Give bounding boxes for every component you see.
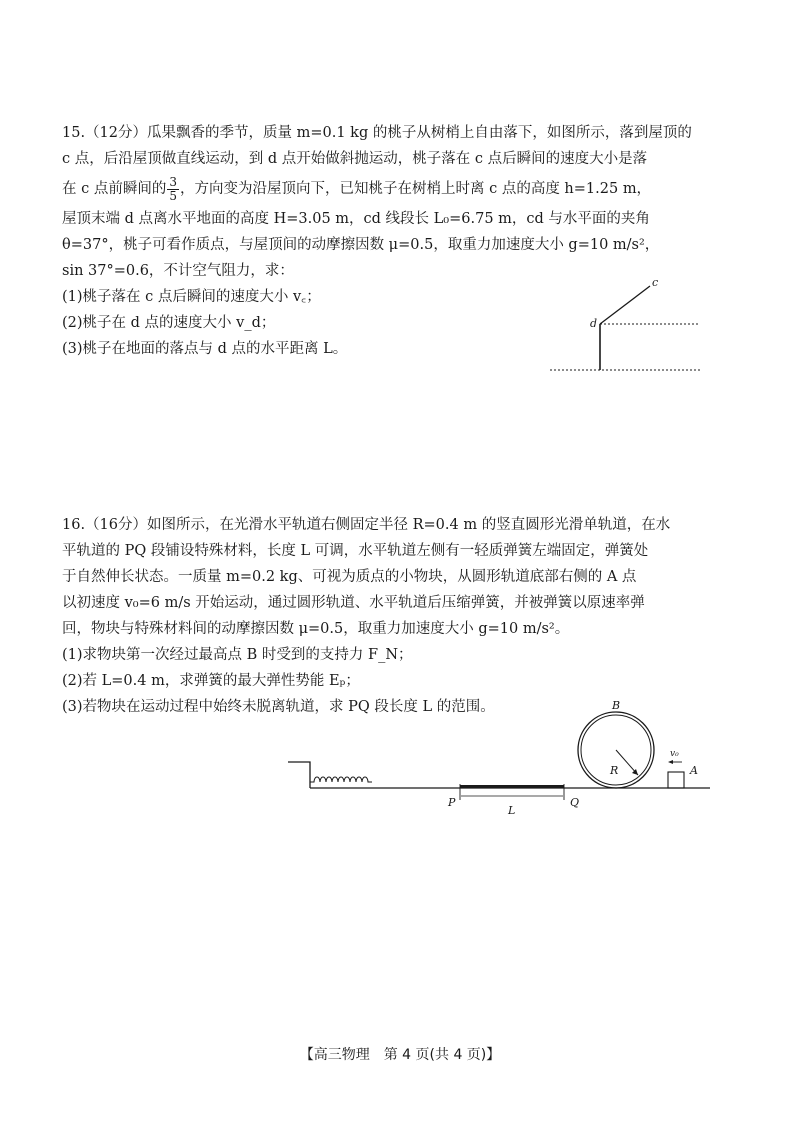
problem-15-question-3: (3)桃子在地面的落点与 d 点的水平距离 L。 (62, 341, 348, 357)
page-footer: 【高三物理 第 4 页(共 4 页)】 (299, 1047, 501, 1063)
label-l: L (508, 804, 516, 817)
fraction-three-fifths (167, 176, 179, 203)
label-p: P (448, 796, 456, 809)
problem-16 (62, 512, 722, 720)
problem-15-question-1: (1)桃子落在 c 点后瞬间的速度大小 v꜀； (62, 289, 321, 305)
pq-segment (460, 785, 564, 788)
problem-15-line-4: 屋顶末端 d 点离水平地面的高度 H=3.05 m，cd 线段长 L₀=6.75 m，cd 与水平面的夹角 (62, 211, 650, 227)
label-b: B (612, 700, 621, 712)
velocity-arrowhead (668, 760, 673, 764)
fraction-numerator: 3 (169, 174, 177, 189)
label-c: c (652, 276, 659, 289)
label-a: A (690, 764, 698, 777)
fraction-denominator: 5 (169, 188, 177, 203)
label-v0: v₀ (670, 749, 679, 759)
track-diagram (280, 700, 720, 830)
problem-15-line-2: c 点，后沿屋顶做直线运动，到 d 点开始做斜抛运动，桃子落在 c 点后瞬间的速度大小是落 (62, 151, 648, 167)
label-r: R (610, 764, 619, 777)
problem-16-line-3: 于自然伸长状态。一质量 m=0.2 kg、可视为质点的小物块，从圆形轨道底部右侧的 A 点 (62, 569, 637, 585)
problem-15-line-6: sin 37°=0.6，不计空气阻力，求： (62, 263, 294, 279)
spring-coils (310, 777, 372, 782)
problem-15-line-1: 15.（12分）瓜果飘香的季节，质量 m=0.1 kg 的桃子从树梢上自由落下，如图所示，落到屋顶的 (62, 125, 692, 141)
problem-16-line-5: 回，物块与特殊材料间的动摩擦因数 μ=0.5，取重力加速度大小 g=10 m/s²。 (62, 621, 570, 637)
problem-15-line-3-end: ，方向变为沿屋顶向下，已知桃子在树梢上时离 c 点的高度 h=1.25 m， (179, 181, 652, 197)
problem-16-line-4: 以初速度 v₀=6 m/s 开始运动，通过圆形轨道、水平轨道后压缩弹簧，并被弹簧以原速率弹 (62, 595, 645, 611)
problem-15-line-5: θ=37°，桃子可看作质点，与屋顶间的动摩擦因数 μ=0.5，取重力加速度大小 g=10 m/s²， (62, 237, 660, 253)
problem-16-question-3: (3)若物块在运动过程中始终未脱离轨道，求 PQ 段长度 L 的范围。 (62, 699, 495, 715)
problem-16-line-1: 16.（16分）如图所示，在光滑水平轨道右侧固定半径 R=0.4 m 的竖直圆形光滑单轨道，在水 (62, 517, 671, 533)
problem-15-line-3-start: 在 c 点前瞬间的 (62, 181, 167, 197)
label-q: Q (570, 796, 580, 809)
label-d: d (590, 317, 598, 330)
problem-15-question-2: (2)桃子在 d 点的速度大小 v_d； (62, 315, 276, 331)
spring (310, 777, 372, 782)
problem-16-question-2: (2)若 L=0.4 m，求弹簧的最大弹性势能 Eₚ； (62, 673, 360, 689)
roof-diagram (540, 272, 720, 382)
roof-line-cd (600, 286, 650, 324)
block-a (668, 772, 684, 788)
problem-15-line-3 (62, 172, 722, 206)
problem-16-line-2: 平轨道的 PQ 段铺设特殊材料，长度 L 可调，水平轨道左侧有一轻质弹簧左端固定，弹簧处 (62, 543, 649, 559)
problem-16-question-1: (1)求物块第一次经过最高点 B 时受到的支持力 F_N； (62, 647, 413, 663)
left-wall (288, 762, 310, 788)
